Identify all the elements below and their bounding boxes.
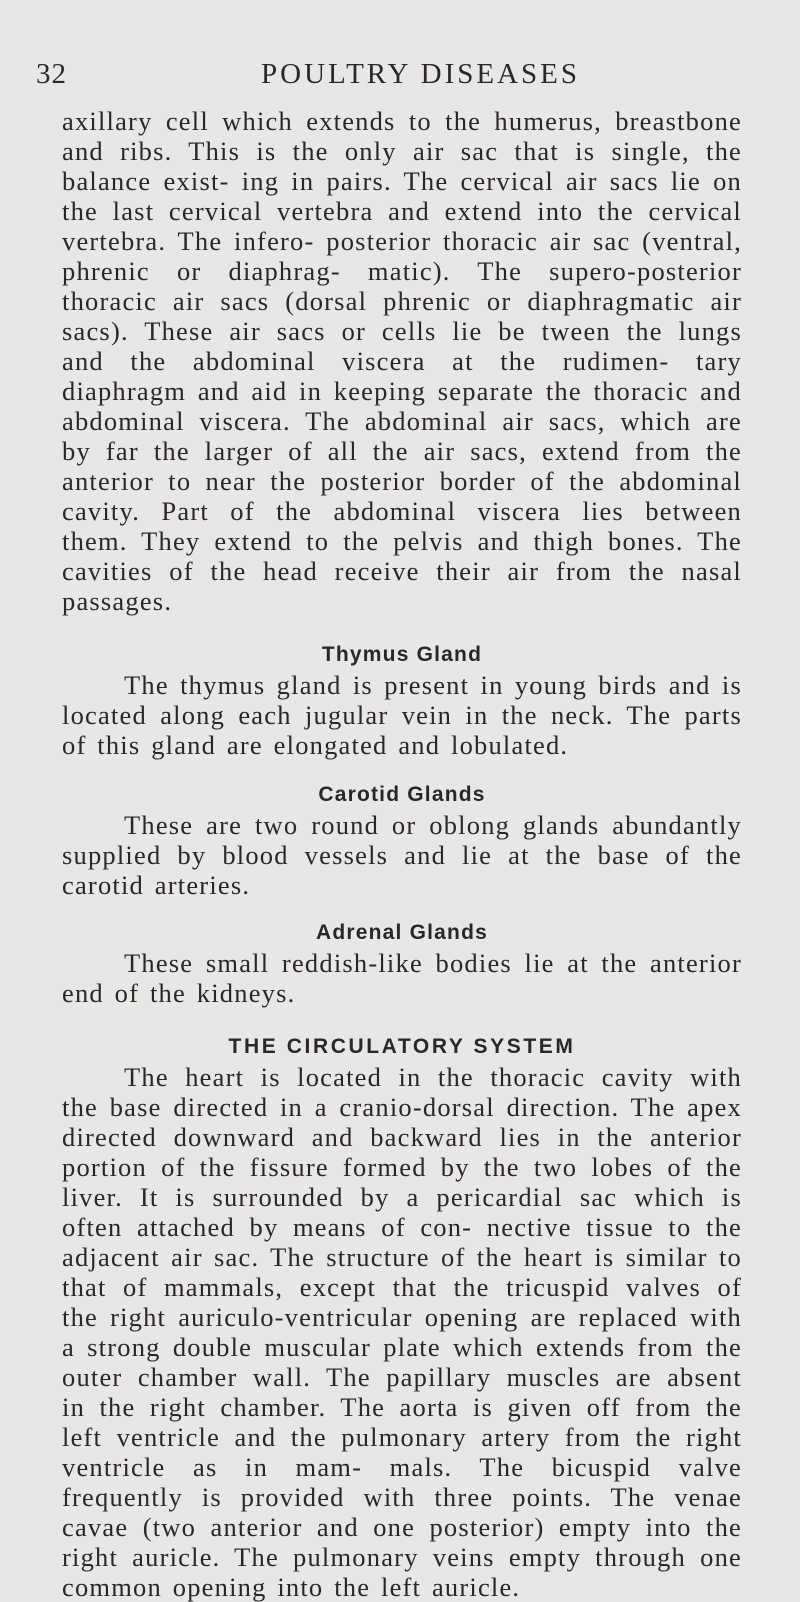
page-number: 32	[36, 58, 67, 90]
body-text	[62, 106, 742, 1602]
paragraph-adrenal-glands: These small reddish-like bodies lie at the anterior end of the kidneys.	[62, 948, 742, 1008]
heading-thymus-gland: Thymus Gland	[321, 643, 483, 666]
heading-carotid-glands: Carotid Glands	[318, 783, 486, 806]
paragraph-thymus-gland: The thymus gland is present in young birds and is located along each jugular vein in the neck. The parts of this gland are elongated and lobulated.	[62, 670, 742, 760]
paragraph-circulatory-system: The heart is located in the thoracic cavity with the base directed in a cranio-dorsal direction. The apex directed downward and backward lies in the anterior portion of the fissure formed by the two lobes of the liver. It is surrounded by a pericardial sac which is often attached by means of con- nective tissue to the adjacent air sac. The structure of the heart is similar to that of mammals, except that the tricuspid valves of the right auriculo-ventricular opening are replaced with a strong double muscular plate which extends from the outer chamber wall. The papillary muscles are absent in the right chamber. The aorta is given off from the left ventricle and the pulmonary artery from the right ventricle as in mam- mals. The bicuspid valve frequently is provided with three points. The venae cavae (two anterior and one posterior) empty into the right auricle. The pulmonary veins empty through one common opening into the left auricle.	[62, 1062, 742, 1602]
paragraph-carotid-glands: These are two round or oblong glands abundantly supplied by blood vessels and lie at the base of the carotid arteries.	[62, 810, 742, 900]
heading-adrenal-glands: Adrenal Glands	[315, 921, 488, 944]
running-head	[36, 58, 636, 98]
heading-circulatory-system: THE CIRCULATORY SYSTEM	[228, 1035, 576, 1058]
running-title: POULTRY DISEASES	[261, 58, 580, 90]
paragraph-air-sacs: axillary cell which extends to the humerus, breastbone and ribs. This is the only air sac that is single, the balance exist- ing in pairs. The cervical air sacs lie on the last cervical vertebra and extend into the cervical vertebra. The infero- posterior thoracic air sac (ventral, phrenic or diaphrag- matic). The supero-posterior thoracic air sacs (dorsal phrenic or diaphragmatic air sacs). These air sacs or cells lie be tween the lungs and the abdominal viscera at the rudimen- tary diaphragm and aid in keeping separate the thoracic and abdominal viscera. The abdominal air sacs, which are by far the larger of all the air sacs, extend from the anterior to near the posterior border of the abdominal cavity. Part of the abdominal viscera lies between them. They extend to the pelvis and thigh bones. The cavities of the head receive their air from the nasal passages.	[62, 106, 742, 616]
